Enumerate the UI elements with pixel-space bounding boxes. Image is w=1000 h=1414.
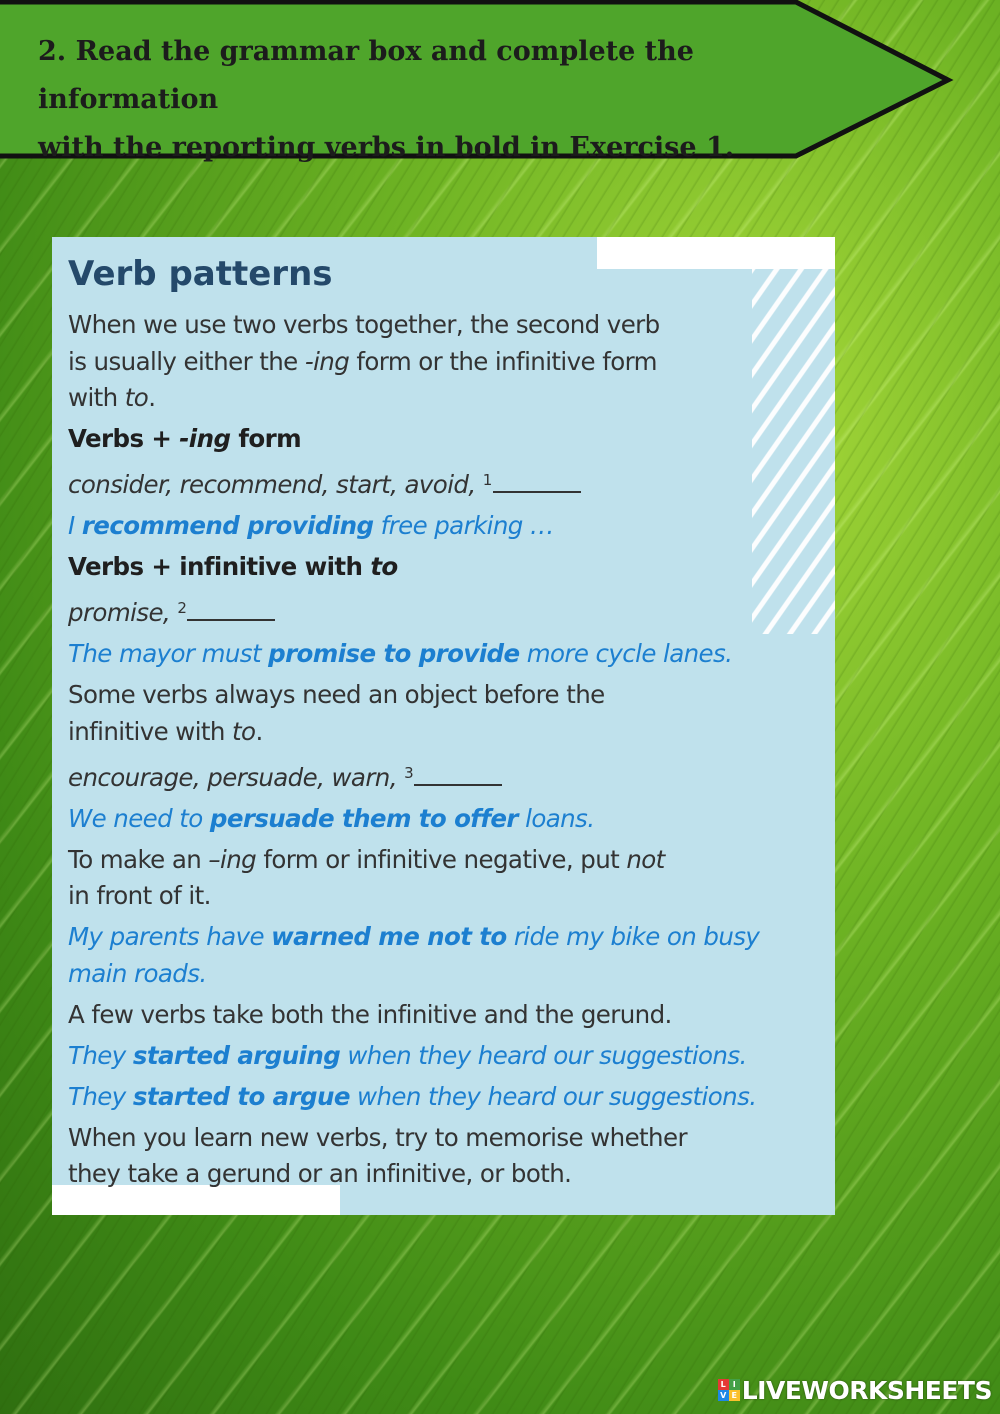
logo-mark-v: V [718,1390,729,1401]
inf-verb-list: promise, $^2$ [68,590,828,632]
both-example-2: They started to argue when they heard our suggestions. [68,1081,757,1111]
instruction-text [38,28,838,172]
negative-text-line-1: To make an –ing form or infinitive negative, put not [68,844,665,874]
ing-heading: Verbs + -ing form [68,424,302,453]
both-text: A few verbs take both the infinitive and the gerund. [68,999,672,1029]
grammar-content [68,247,828,1193]
grammar-box [52,237,835,1215]
object-example: We need to persuade them to offer loans. [68,803,595,833]
both-example-1: They started arguing when they heard our suggestions. [68,1040,747,1070]
negative-example-line-2: main roads. [68,958,207,988]
instruction-banner [0,0,955,162]
intro-line-3: with to. [68,383,156,412]
blank-1-input[interactable] [493,469,581,493]
logo-mark-i: I [729,1379,740,1390]
blank-3-number: 3 [404,763,414,782]
logo-text: LIVEWORKSHEETS [741,1375,992,1405]
instruction-line-1: 2. Read the grammar box and complete the information [38,36,694,115]
closing-line-1: When you learn new verbs, try to memorise whether [68,1122,687,1152]
object-text-line-1: Some verbs always need an object before the [68,680,605,709]
object-text-line-2: infinitive with to. [68,716,263,746]
inf-example: The mayor must promise to provide more cycle lanes. [68,639,733,668]
blank-1-number: 1 [482,471,492,489]
intro-line-1: When we use two verbs together, the second verb [68,310,660,339]
intro-line-2: is usually either the -ing form or the infinitive form [68,346,657,376]
blank-2-number: 2 [177,599,187,617]
liveworksheets-logo [718,1376,992,1404]
negative-text-line-2: in front of it. [68,881,211,910]
negative-example-line-1: My parents have warned me not to ride my bike on busy [68,922,760,951]
object-verb-list: encourage, persuade, warn, $^3$ [68,755,828,797]
grammar-title: Verb patterns [68,254,333,294]
logo-mark-l: L [718,1379,729,1390]
ing-verb-list: consider, recommend, start, avoid, $^1$ [68,462,828,504]
logo-mark-e: E [729,1390,740,1401]
ing-example: I recommend providing free parking … [68,511,554,540]
closing-line-2: they take a gerund or an infinitive, or both. [68,1159,572,1188]
logo-mark-icon [718,1379,740,1401]
blank-3-input[interactable] [414,762,502,786]
inf-heading: Verbs + infinitive with to [68,552,398,581]
blank-2-input[interactable] [187,597,275,621]
instruction-line-2: with the reporting verbs in bold in Exercise 1. [38,132,735,163]
